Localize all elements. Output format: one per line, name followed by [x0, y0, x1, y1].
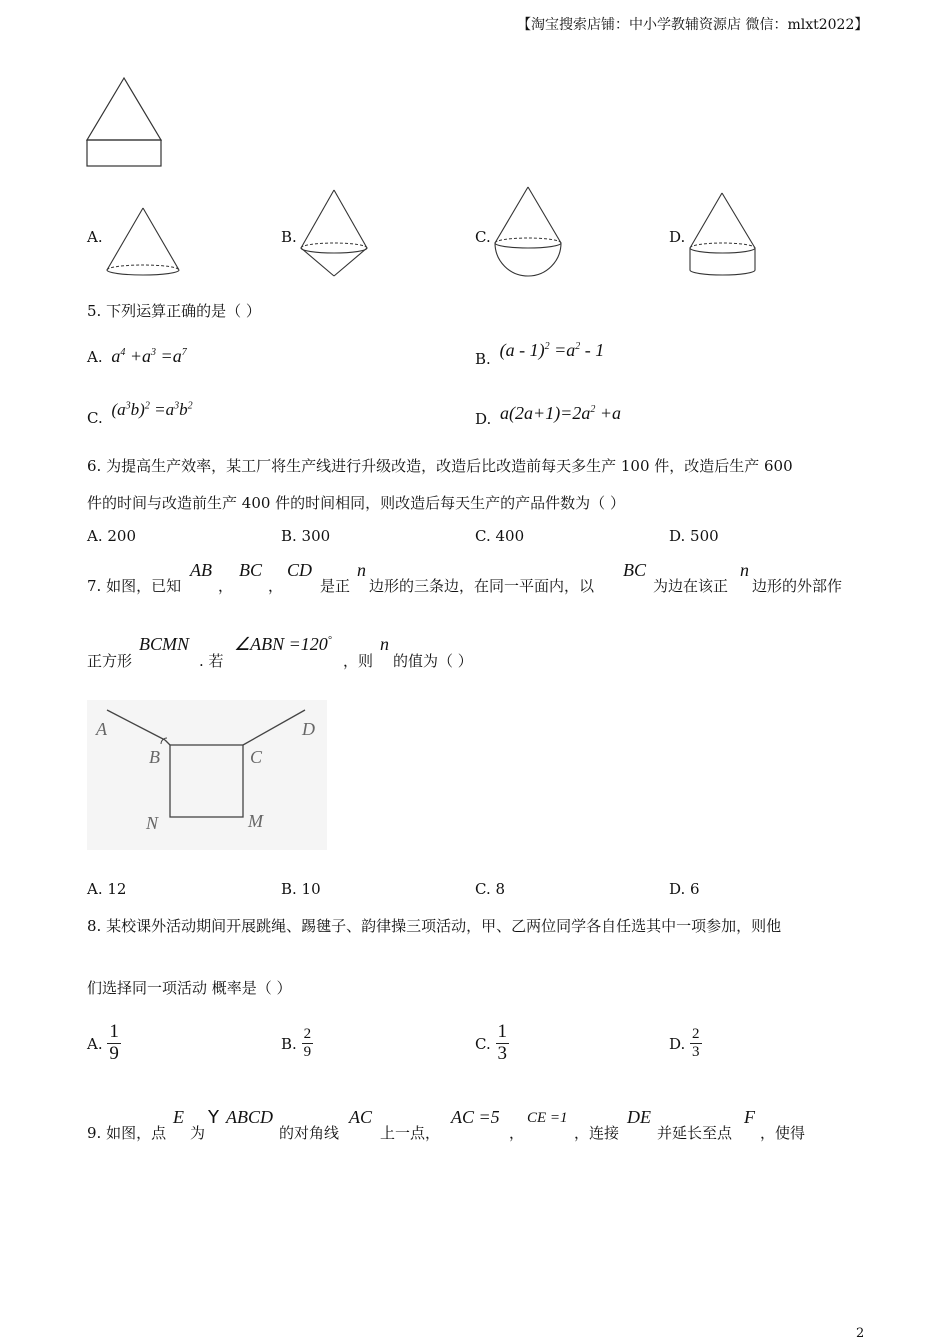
q5-option-b[interactable]: B. $(a - 1)^2 =a^2 - 1$: [475, 340, 605, 368]
q5-option-c[interactable]: C. $(a^3b)^2 =a^3b^2$: [87, 400, 193, 427]
q5-option-c-label: C.: [87, 409, 103, 427]
q4-option-c-label[interactable]: C.: [475, 228, 491, 246]
q7-option-b[interactable]: B. 10: [281, 880, 321, 898]
q9-math-ac-eq: AC =5: [451, 1107, 500, 1127]
q9-math-e: E: [173, 1107, 184, 1127]
q7-comma-1: ，: [218, 577, 234, 595]
q9-text-6: ，连接: [574, 1124, 620, 1142]
q5-option-a[interactable]: A. $a^4 +a^3 =a^7$: [87, 346, 187, 366]
q7-math-n-3: n: [380, 634, 389, 654]
q6-option-a[interactable]: A. 200: [87, 527, 136, 545]
q4-option-d-cone-cylinder: [687, 191, 767, 286]
q4-option-a-cone: [104, 206, 184, 281]
q5-option-d[interactable]: D. $a(2a+1)=2a^2 +a$: [475, 403, 621, 428]
q8-option-b[interactable]: B. $\frac{2}{9}$: [281, 1026, 312, 1060]
q7-figure-label-d: D: [302, 719, 315, 739]
q4-option-b-double-cone: [298, 188, 378, 283]
q8-option-a[interactable]: A. $\frac{1}{9}$: [87, 1021, 119, 1064]
q7-math-bc: BC: [239, 560, 263, 580]
q7-text-8: ，则: [343, 652, 374, 670]
q9-math-f: F: [744, 1107, 755, 1127]
q5-option-b-label: B.: [475, 350, 491, 368]
q7-math-bcmn: BCMN: [139, 634, 190, 654]
q6-option-b[interactable]: B. 300: [281, 527, 331, 545]
q4-front-view-figure: [84, 76, 164, 171]
q9-text-8: ，使得: [760, 1124, 806, 1142]
q7-math-angle: ∠ABN =120°: [234, 634, 332, 654]
q6-stem-line2: 件的时间与改造前生产 400 件的时间相同，则改造后每天生产的产品件数为（ ）: [87, 494, 625, 512]
q9-text-5: ，: [509, 1124, 525, 1142]
q7-text-3: 边形的三条边，在同一平面内，以: [369, 577, 595, 595]
q8-stem-line1: 8. 某校课外活动期间开展跳绳、踢毽子、韵律操三项活动，甲、乙两位同学各自任选其中一项参加，则他: [87, 917, 782, 935]
q9-text-3: 的对角线: [279, 1124, 340, 1142]
q9-text-4: 上一点，: [380, 1124, 441, 1142]
q7-math-n-2: n: [740, 560, 749, 580]
q7-text-6: 正方形: [87, 652, 133, 670]
q7-figure: [87, 700, 337, 850]
q7-text-7: . 若: [199, 652, 224, 670]
q9-text-7: 并延长至点: [657, 1124, 733, 1142]
q6-stem-line1: 6. 为提高生产效率，某工厂将生产线进行升级改造，改造后比改造前每天多生产 100 件，改造后生产 600: [87, 457, 793, 475]
q8-option-d[interactable]: D. $\frac{2}{3}$: [669, 1026, 700, 1060]
q7-comma-2: ，: [268, 577, 284, 595]
q5-option-d-label: D.: [475, 410, 492, 428]
q8-option-c[interactable]: C. $\frac{1}{3}$: [475, 1021, 507, 1064]
q4-option-c-cone-hemisphere: [492, 185, 572, 285]
q7-math-bc-2: BC: [623, 560, 647, 580]
q7-math-ab: AB: [190, 560, 212, 580]
q4-option-b-label[interactable]: B.: [281, 228, 297, 246]
page-number: 2: [856, 1326, 865, 1341]
q6-option-d[interactable]: D. 500: [669, 527, 719, 545]
q4-option-d-label[interactable]: D.: [669, 228, 686, 246]
q7-figure-label-n: N: [146, 813, 159, 833]
q7-text-5: 边形的外部作: [752, 577, 843, 595]
q7-figure-label-b: B: [149, 747, 160, 767]
q7-option-c[interactable]: C. 8: [475, 880, 506, 898]
q8-stem-line2: 们选择同一项活动 概率是（ ）: [87, 979, 292, 997]
q7-text-2: 是正: [320, 577, 351, 595]
q5-stem: 5. 下列运算正确的是（ ）: [87, 302, 261, 320]
q5-option-a-label: A.: [87, 348, 103, 366]
q7-math-n-1: n: [357, 560, 366, 580]
q7-figure-label-c: C: [250, 747, 263, 767]
q7-option-d[interactable]: D. 6: [669, 880, 700, 898]
q7-figure-label-a: A: [96, 719, 107, 739]
q7-math-cd: CD: [287, 560, 313, 580]
q7-option-a[interactable]: A. 12: [87, 880, 127, 898]
q9-parallelogram-symbol: Y: [208, 1107, 219, 1128]
q7-text-1: 7. 如图，已知: [87, 577, 182, 595]
q7-text-9: 的值为（ ）: [393, 652, 473, 670]
q9-math-ac: AC: [349, 1107, 373, 1127]
q7-text-4: 为边在该正: [653, 577, 729, 595]
q6-option-c[interactable]: C. 400: [475, 527, 525, 545]
page-header: 【淘宝搜索店铺：中小学教辅资源店 微信：mlxt2022】: [517, 17, 869, 33]
q9-math-abcd: ABCD: [226, 1107, 273, 1127]
q9-math-de: DE: [627, 1107, 651, 1127]
q9-text-2: 为: [190, 1124, 206, 1142]
q7-figure-label-m: M: [248, 811, 263, 831]
q9-math-ce-eq: CE =1: [527, 1110, 568, 1126]
q4-option-a-label[interactable]: A.: [87, 228, 103, 246]
q9-text-1: 9. 如图，点: [87, 1124, 167, 1142]
